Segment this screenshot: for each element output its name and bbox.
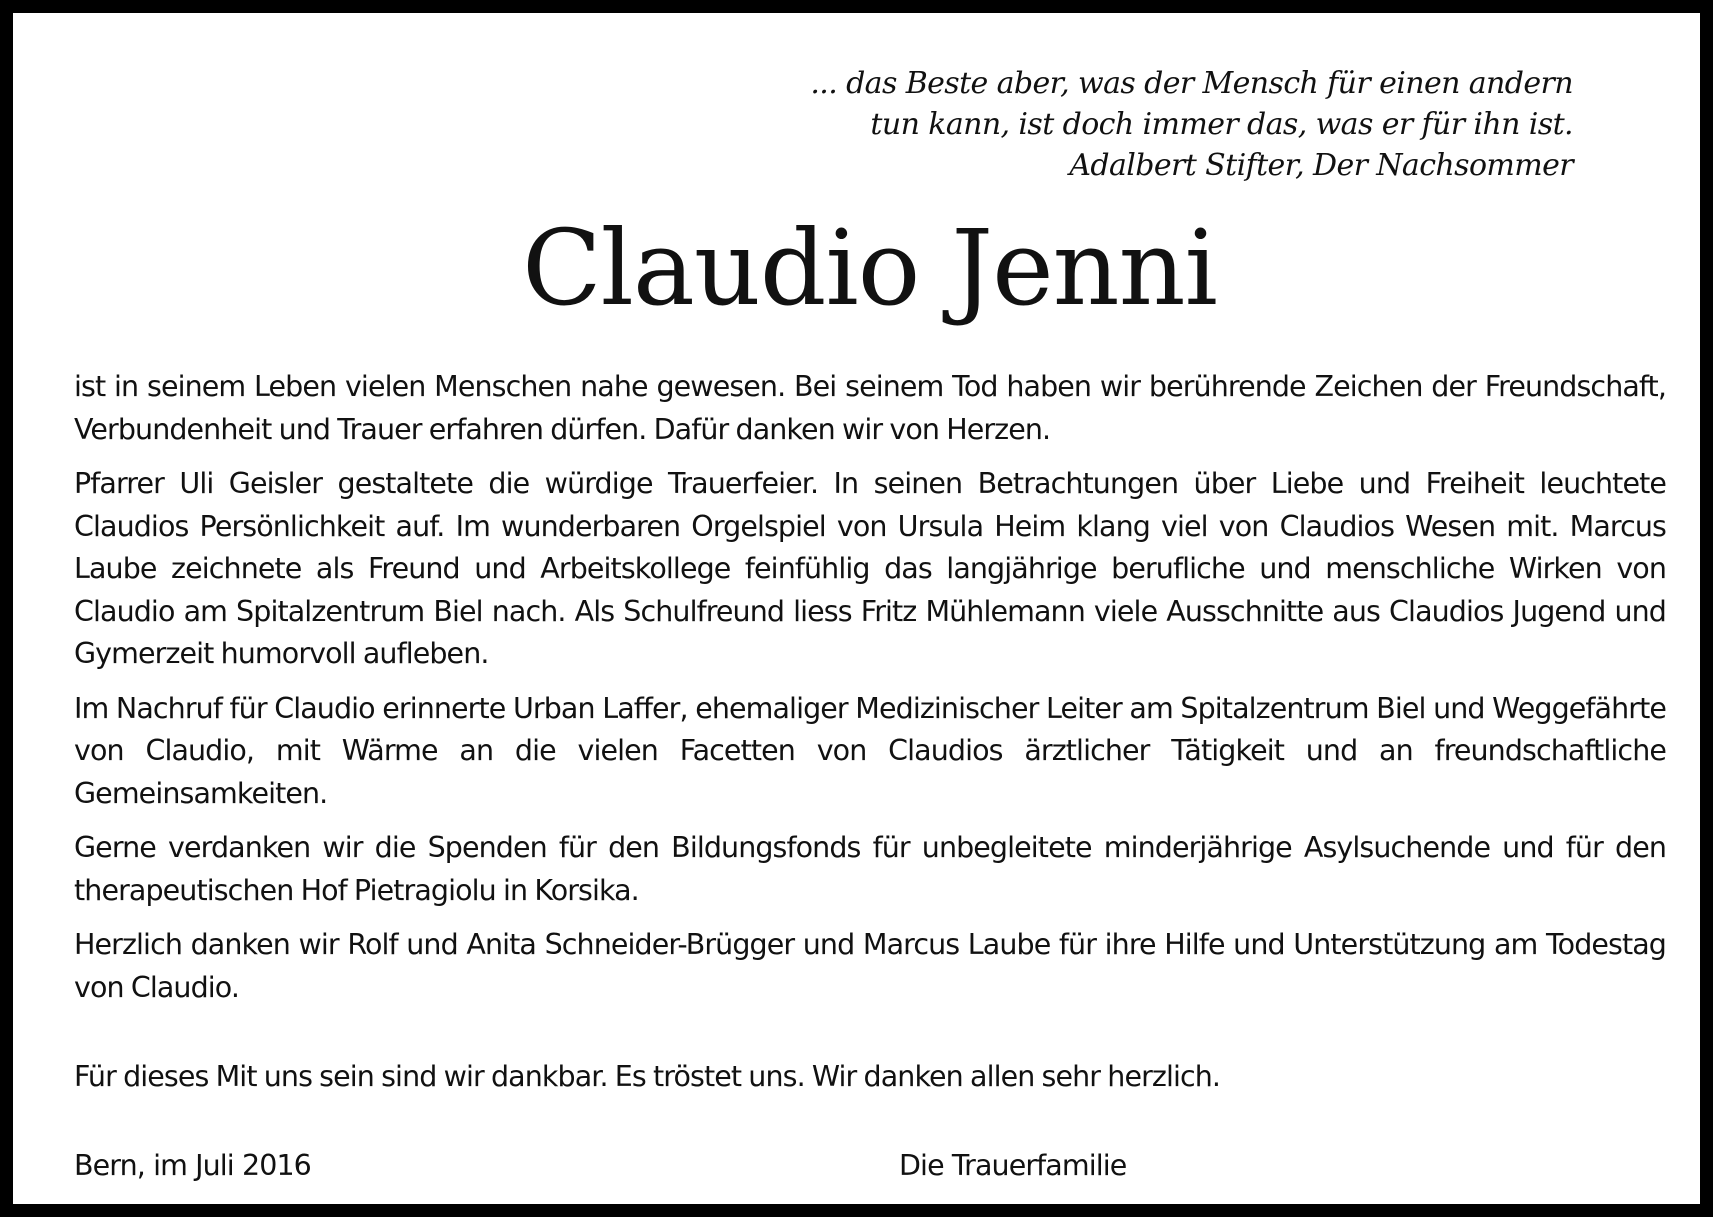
place-and-date: Bern, im Juli 2016 bbox=[74, 1149, 311, 1182]
quote-line-1: ... das Beste aber, was der Mensch für einen andern bbox=[810, 66, 1573, 101]
closing-line: Für dieses Mit uns sein sind wir dankbar. Es tröstet uns. Wir danken allen sehr herzlich. bbox=[74, 1060, 1221, 1093]
deceased-name: Claudio Jenni bbox=[522, 207, 1217, 329]
paragraph-funeral-service: Pfarrer Uli Geisler gestaltete die würdige Trauerfeier. In seinen Betrachtungen über Liebe und Freiheit leuchtete Claudios Persönlichkeit auf. Im wunderbaren Orgelspiel von Ursula Heim klang viel von Claudios Wesen mit. Marcus Laube zeichnete als Freund und Arbeitskollege feinfühlig das langjährige berufliche und menschliche Wirken von Claudio am Spitalzentrum Biel nach. Als Schulfreund liess Fritz Mühlemann viele Ausschnitte aus Claudios Jugend und Gymerzeit humorvoll aufleben. bbox=[74, 467, 1666, 670]
paragraph-obituary-speech: Im Nachruf für Claudio erinnerte Urban Laffer, ehemaliger Medizinischer Leiter am Spitalzentrum Biel und Weggefährte von Claudio, mit Wärme an die vielen Facetten von Claudios ärztlicher Tätigkeit und an freundschaftliche Gemeinsamkeiten. bbox=[74, 691, 1666, 810]
signature-family: Die Trauerfamilie bbox=[899, 1149, 1127, 1182]
paragraph-personal-thanks: Herzlich danken wir Rolf und Anita Schneider-Brügger und Marcus Laube für ihre Hilfe und Unterstützung am Todestag von Claudio. bbox=[74, 928, 1666, 1004]
epigraph-quote bbox=[673, 63, 1573, 186]
paragraph-donations: Gerne verdanken wir die Spenden für den Bildungsfonds für unbegleitete minderjährige Asylsuchende und für den therapeutischen Hof Pietragiolu in Korsika. bbox=[74, 831, 1666, 907]
paragraph-thanks: ist in seinem Leben vielen Menschen nahe gewesen. Bei seinem Tod haben wir berührende Zeichen der Freundschaft, Verbundenheit und Trauer erfahren dürfen. Dafür danken wir von Herzen. bbox=[74, 370, 1666, 446]
notice-body bbox=[74, 366, 1666, 1021]
quote-attribution: Adalbert Stifter, Der Nachsommer bbox=[1069, 148, 1573, 183]
quote-line-2: tun kann, ist doch immer das, was er für ihn ist. bbox=[870, 107, 1573, 142]
